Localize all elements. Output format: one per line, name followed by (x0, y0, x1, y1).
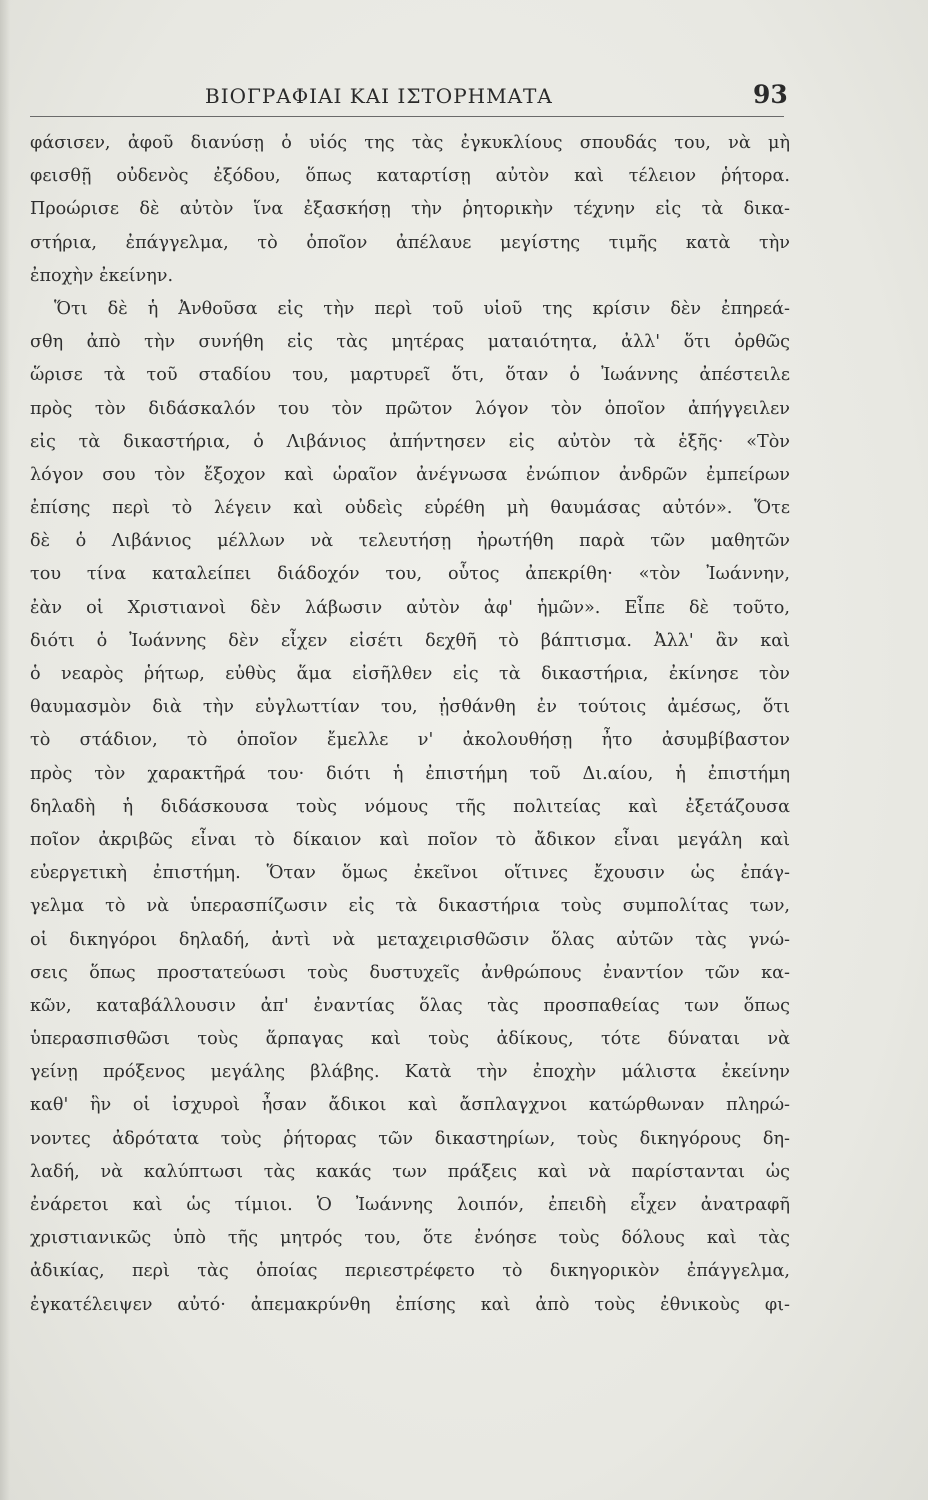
header-rule (30, 116, 784, 117)
text-line: ὥρισε τὰ τοῦ σταδίου του, μαρτυρεῖ ὅτι, ὅταν ὁ Ἰωάννης ἀπέστειλε (30, 365, 790, 386)
text-line: εὐεργετικὴ ἐπιστήμη. Ὅταν ὅμως ἐκεῖνοι οἵτινες ἔχουσιν ὡς ἐπάγ- (30, 863, 790, 884)
text-line: νοντες ἀδρότατα τοὺς ῥήτορας τῶν δικαστηρίων, τοὺς δικηγόρους δη- (30, 1128, 790, 1149)
text-line: ἀδικίας, περὶ τὰς ὁποίας περιεστρέφετο τὸ δικηγορικὸν ἐπάγγελμα, (30, 1261, 790, 1282)
text-line: οἱ δικηγόροι δηλαδή, ἀντὶ νὰ μεταχειρισθῶσιν ὅλας αὐτῶν τὰς γνώ- (30, 929, 790, 950)
text-line: φεισθῇ οὐδενὸς ἐξόδου, ὅπως καταρτίσῃ αὐτὸν καὶ τέλειον ῥήτορα. (30, 166, 790, 187)
text-line: θαυμασμὸν διὰ τὴν εὐγλωττίαν του, ᾐσθάνθη ἐν τούτοις ἀμέσως, ὅτι (30, 697, 790, 718)
text-line: διότι ὁ Ἰωάννης δὲν εἶχεν εἰσέτι δεχθῆ τὸ βάπτισμα. Ἀλλ' ἂν καὶ (30, 630, 790, 651)
text-line: ποῖον ἀκριβῶς εἶναι τὸ δίκαιον καὶ ποῖον τὸ ἄδικον εἶναι μεγάλη καὶ (30, 829, 790, 850)
text-line: δὲ ὁ Λιβάνιος μέλλων νὰ τελευτήσῃ ἠρωτήθη παρὰ τῶν μαθητῶν (30, 531, 790, 552)
text-line: ὑπερασπισθῶσι τοὺς ἅρπαγας καὶ τοὺς ἀδίκους, τότε δύναται νὰ (30, 1029, 790, 1050)
text-line: Προώρισε δὲ αὐτὸν ἵνα ἐξασκήσῃ τὴν ῥητορικὴν τέχνην εἰς τὰ δικα- (30, 199, 790, 220)
text-line: τὸ στάδιον, τὸ ὁποῖον ἔμελλε ν' ἀκολουθήσῃ ἦτο ἀσυμβίβαστον (30, 730, 790, 751)
page-number: 93 (753, 80, 788, 109)
text-line: εἰς τὰ δικαστήρια, ὁ Λιβάνιος ἀπήντησεν εἰς αὐτὸν τὰ ἑξῆς· «Τὸν (30, 431, 790, 452)
text-line: ἐγκατέλειψεν αὐτό· ἀπεμακρύνθη ἐπίσης καὶ ἀπὸ τοὺς ἐθνικοὺς φι- (30, 1294, 790, 1315)
body-text (30, 127, 790, 1322)
text-line: γείνῃ πρόξενος μεγάλης βλάβης. Κατὰ τὴν ἐποχὴν μάλιστα ἐκείνην (30, 1062, 790, 1083)
text-line: στήρια, ἐπάγγελμα, τὸ ὁποῖον ἀπέλαυε μεγίστης τιμῆς κατὰ τὴν (30, 232, 790, 253)
text-line: πρὸς τὸν διδάσκαλόν του τὸν πρῶτον λόγον τὸν ὁποῖον ἀπήγγειλεν (30, 398, 790, 419)
text-line: κῶν, καταβάλλουσιν ἀπ' ἐναντίας ὅλας τὰς προσπαθείας των ὅπως (30, 995, 790, 1016)
running-title: ΒΙΟΓΡΑΦΙΑΙ ΚΑΙ ΙΣΤΟΡΗΜΑΤΑ (205, 84, 553, 108)
text-line: του τίνα καταλείπει διάδοχόν του, οὗτος ἀπεκρίθη· «τὸν Ἰωάννην, (30, 564, 790, 585)
text-line: ἐὰν οἱ Χριστιανοὶ δὲν λάβωσιν αὐτὸν ἀφ' ἡμῶν». Εἶπε δὲ τοῦτο, (30, 597, 790, 618)
text-line: καθ' ἣν οἱ ἰσχυροὶ ἦσαν ἄδικοι καὶ ἄσπλαγχνοι κατώρθωναν πληρώ- (30, 1095, 790, 1116)
text-line: ἐπίσης περὶ τὸ λέγειν καὶ οὐδεὶς εὑρέθη μὴ θαυμάσας αὐτόν». Ὅτε (30, 498, 790, 519)
text-line: σθη ἀπὸ τὴν συνήθη εἰς τὰς μητέρας ματαιότητα, ἀλλ' ὅτι ὀρθῶς (30, 332, 790, 353)
text-line: σεις ὅπως προστατεύωσι τοὺς δυστυχεῖς ἀνθρώπους ἐναντίον τῶν κα- (30, 962, 790, 983)
text-line: λαδή, νὰ καλύπτωσι τὰς κακάς των πράξεις καὶ νὰ παρίστανται ὡς (30, 1161, 790, 1182)
text-line: ἐποχὴν ἐκείνην. (30, 265, 174, 286)
text-line: πρὸς τὸν χαρακτῆρά του· διότι ἡ ἐπιστήμη τοῦ Δι.αίου, ἡ ἐπιστήμη (30, 763, 790, 784)
text-line: λόγον σου τὸν ἔξοχον καὶ ὡραῖον ἀνέγνωσα ἐνώπιον ἀνδρῶν ἐμπείρων (30, 464, 790, 485)
text-line: Ὅτι δὲ ἡ Ἀνθοῦσα εἰς τὴν περὶ τοῦ υἱοῦ της κρίσιν δὲν ἐπηρεά- (54, 298, 790, 319)
text-line: γελμα τὸ νὰ ὑπερασπίζωσιν εἰς τὰ δικαστήρια τοὺς συμπολίτας των, (30, 896, 790, 917)
text-line: ὁ νεαρὸς ῥήτωρ, εὐθὺς ἅμα εἰσῆλθεν εἰς τὰ δικαστήρια, ἐκίνησε τὸν (30, 664, 790, 684)
text-line: ἐνάρετοι καὶ ὡς τίμιοι. Ὁ Ἰωάννης λοιπόν, ἐπειδὴ εἶχεν ἀνατραφῆ (30, 1195, 790, 1215)
text-line: φάσισεν, ἀφοῦ διανύσῃ ὁ υἱός της τὰς ἐγκυκλίους σπουδάς του, νὰ μὴ (30, 133, 790, 153)
text-line: χριστιανικῶς ὑπὸ τῆς μητρός του, ὅτε ἐνόησε τοὺς δόλους καὶ τὰς (30, 1228, 790, 1249)
text-line: δηλαδὴ ἡ διδάσκουσα τοὺς νόμους τῆς πολιτείας καὶ ἐξετάζουσα (30, 796, 790, 817)
gutter-shadow (0, 0, 10, 1500)
